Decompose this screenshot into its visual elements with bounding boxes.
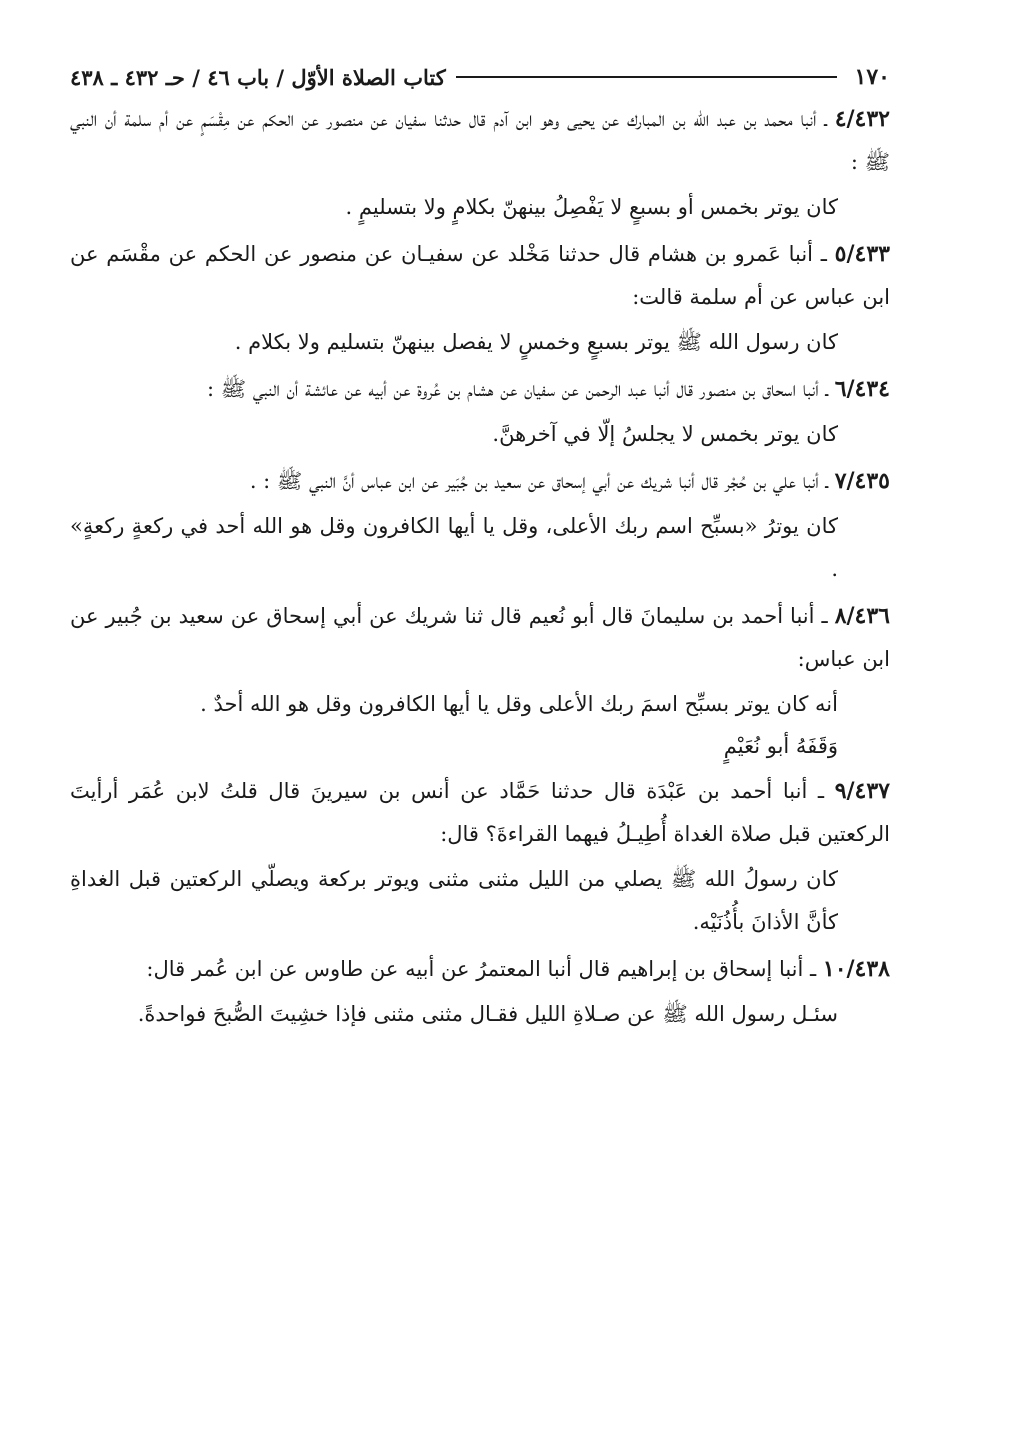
isnad-text: أنبا اسحاق بن منصور قال أنبا عبد الرحمن عن سفيان عن هشام بن عُروة عن أبيه عن عائشة أن النبي ﷺ : [206, 377, 819, 401]
hadith-isnad: ٦/٤٣٤ ـ أنبا اسحاق بن منصور قال أنبا عبد الرحمن عن سفيان عن هشام بن عُروة عن أبيه عن عائشة أن النبي ﷺ : [206, 376, 890, 402]
running-title: كتاب الصلاة الأوّل / باب ٤٦ / حـ ٤٣٢ ـ ٤٣٨ [70, 64, 446, 90]
hadith-entry [70, 460, 890, 591]
hadith-matn: كان رسول الله ﷺ يوتر بسبعٍ وخمسٍ لا يفصل بينهنّ بتسليم ولا بكلام . [234, 330, 838, 354]
hadith-number: ٤/٤٣٢ [834, 106, 890, 132]
hadith-isnad: ١٠/٤٣٨ ـ أنبا إسحاق بن إبراهيم قال أنبا المعتمرُ عن أبيه عن طاوس عن ابن عُمر قال: [146, 956, 890, 982]
hadith-matn: كان يوترُ «بسبِّح اسم ربك الأعلى، وقل يا أيها الكافرون وقل هو الله أحد في ركعةٍ ركعةٍ» . [70, 514, 838, 581]
hadith-isnad: ٥/٤٣٣ ـ أنبا عَمرو بن هشام قال حدثنا مَخْلد عن سفيـان عن منصور عن الحكم عن مقْسَم عن ابن عباس عن أم سلمة قالت: [70, 241, 890, 309]
hadith-isnad: ٤/٤٣٢ ـ أنبا محمد بن عبد الله بن المبارك عن يحيى وهو ابن آدم قال حدثنا سفيان عن منصور عن الحكم عن مِقْسَمٍ عن أم سلمة أن النبي ﷺ : [70, 106, 890, 174]
hadith-isnad: ٩/٤٣٧ ـ أنبا أحمد بن عَبْدَة قال حدثنا حَمَّاد عن أنس بن سيرينَ قال قلتُ لابن عُمَر أرأيتَ الركعتين قبل صلاة الغداة أُطِيـلُ فيهما القراءةَ؟ قال: [70, 778, 890, 846]
hadith-number: ٨/٤٣٦ [834, 603, 890, 629]
hadith-isnad: ٧/٤٣٥ ـ أنبا علي بن حُجْر قال أنبا شريك عن أبي إسحاق عن سعيد بن جُبَير عن ابن عباس أنَّ النبي ﷺ : . [249, 468, 890, 494]
isnad-text: أنبا أحمد بن عَبْدَة قال حدثنا حَمَّاد عن أنس بن سيرينَ قال قلتُ لابن عُمَر أرأيتَ الركعتين قبل صلاة الغداة أُطِيـلُ فيهما القراءةَ؟ قال: [70, 779, 890, 846]
hadith-entry [70, 368, 890, 456]
hadith-entry [70, 98, 890, 229]
hadith-matn: سئـل رسول الله ﷺ عن صـلاةِ الليل فقـال مثنى مثنى فإذا خشِيتَ الصُّبحَ فواحدةً. [137, 1002, 838, 1026]
book-page [70, 60, 890, 1036]
hadith-matn: كان يوتر بخمس أو بسبعٍ لا يَفْصِلُ بينهنّ بكلامٍ ولا بتسليمٍ . [345, 195, 838, 219]
isnad-text: أنبا عَمرو بن هشام قال حدثنا مَخْلد عن سفيـان عن منصور عن الحكم عن مقْسَم عن ابن عباس عن أم سلمة قالت: [70, 242, 890, 309]
hadith-number: ٧/٤٣٥ [834, 468, 890, 494]
hadith-note: وَقَفَهُ أبو نُعَيْمٍ [723, 734, 838, 758]
hadith-number: ١٠/٤٣٨ [822, 956, 890, 982]
page-number: ١٧٠ [854, 64, 890, 90]
page-header [70, 60, 890, 94]
hadith-entry [70, 948, 890, 1036]
isnad-text: أنبا إسحاق بن إبراهيم قال أنبا المعتمرُ عن أبيه عن طاوس عن ابن عُمر قال: [146, 957, 804, 981]
hadith-entry [70, 770, 890, 944]
header-rule [456, 76, 837, 78]
hadith-matn: كان يوتر بخمس لا يجلسُ إلّا في آخرهنَّ. [492, 422, 838, 446]
isnad-text: أنبا أحمد بن سليمانَ قال أبو نُعيم قال ثنا شريك عن أبي إسحاق عن سعيد بن جُبير عن ابن عباس: [70, 604, 890, 671]
isnad-text: أنبا علي بن حُجْر قال أنبا شريك عن أبي إسحاق عن سعيد بن جُبَير عن ابن عباس أنَّ النبي ﷺ : . [249, 469, 819, 493]
hadith-entry [70, 595, 890, 766]
isnad-text: أنبا محمد بن عبد الله بن المبارك عن يحيى وهو ابن آدم قال حدثنا سفيان عن منصور عن الحكم عن مِقْسَمٍ عن أم سلمة أن النبي ﷺ : [70, 107, 890, 174]
hadith-matn: كان رسولُ الله ﷺ يصلي من الليل مثنى مثنى ويوتر بركعة ويصلّي الركعتين قبل الغداةِ كأنَّ الأذانَ بأُذُنَيْه. [70, 867, 838, 934]
hadith-number: ٦/٤٣٤ [834, 376, 890, 402]
hadith-entry [70, 233, 890, 364]
hadith-number: ٩/٤٣٧ [834, 778, 890, 804]
hadith-matn: أنه كان يوتر بسبِّح اسمَ ربك الأعلى وقل يا أيها الكافرون وقل هو الله أحدٌ . [200, 692, 838, 716]
hadith-isnad: ٨/٤٣٦ ـ أنبا أحمد بن سليمانَ قال أبو نُعيم قال ثنا شريك عن أبي إسحاق عن سعيد بن جُبير عن ابن عباس: [70, 603, 890, 671]
hadith-number: ٥/٤٣٣ [834, 241, 890, 267]
